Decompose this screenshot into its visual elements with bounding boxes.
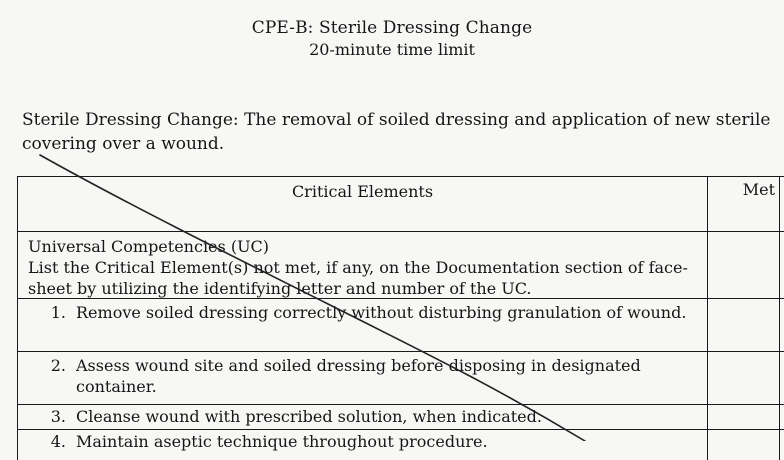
item-text: Remove soiled dressing correctly without disturbing granulation of wound. — [76, 303, 687, 322]
table-row — [18, 352, 784, 405]
met-cell[interactable] — [708, 299, 780, 351]
definition-text: The removal of soiled dressing and application of new sterile covering over a wound. — [22, 110, 771, 154]
item-number: 4. — [50, 432, 66, 451]
critical-element-cell — [18, 430, 708, 460]
universal-competencies-heading: Universal Competencies (UC) — [28, 237, 270, 256]
definition-term: Sterile Dressing Change: — [22, 110, 239, 130]
table-row — [18, 299, 784, 352]
universal-competencies-cell — [18, 232, 708, 298]
met-cell[interactable] — [708, 232, 780, 298]
table-row — [18, 405, 784, 430]
universal-competencies-instruction: List the Critical Element(s) not met, if any, on the Documentation section of face-sheet by utilizing the identifying letter and number of the UC. — [28, 258, 688, 298]
critical-element-cell — [18, 405, 708, 429]
critical-elements-header: Critical Elements — [18, 177, 708, 231]
table-header-row — [18, 177, 784, 232]
document-header — [0, 18, 784, 59]
item-number: 1. — [50, 303, 66, 322]
table-row — [18, 430, 784, 460]
item-text: Assess wound site and soiled dressing before disposing in designated container. — [76, 356, 641, 396]
met-cell[interactable] — [708, 405, 780, 429]
time-limit-text: 20-minute time limit — [309, 40, 475, 59]
critical-element-cell — [18, 299, 708, 351]
met-cell[interactable] — [708, 352, 780, 404]
critical-elements-table — [17, 176, 784, 460]
universal-competencies-row — [18, 232, 784, 299]
item-text: Maintain aseptic technique throughout procedure. — [76, 432, 488, 451]
definition-paragraph — [22, 108, 782, 156]
met-cell[interactable] — [708, 430, 780, 460]
item-number: 3. — [50, 407, 66, 426]
item-text: Cleanse wound with prescribed solution, when indicated. — [76, 407, 542, 426]
critical-element-cell — [18, 352, 708, 404]
met-header: Met — [708, 177, 780, 231]
item-number: 2. — [50, 356, 66, 375]
document-title: CPE-B: Sterile Dressing Change — [251, 18, 533, 38]
